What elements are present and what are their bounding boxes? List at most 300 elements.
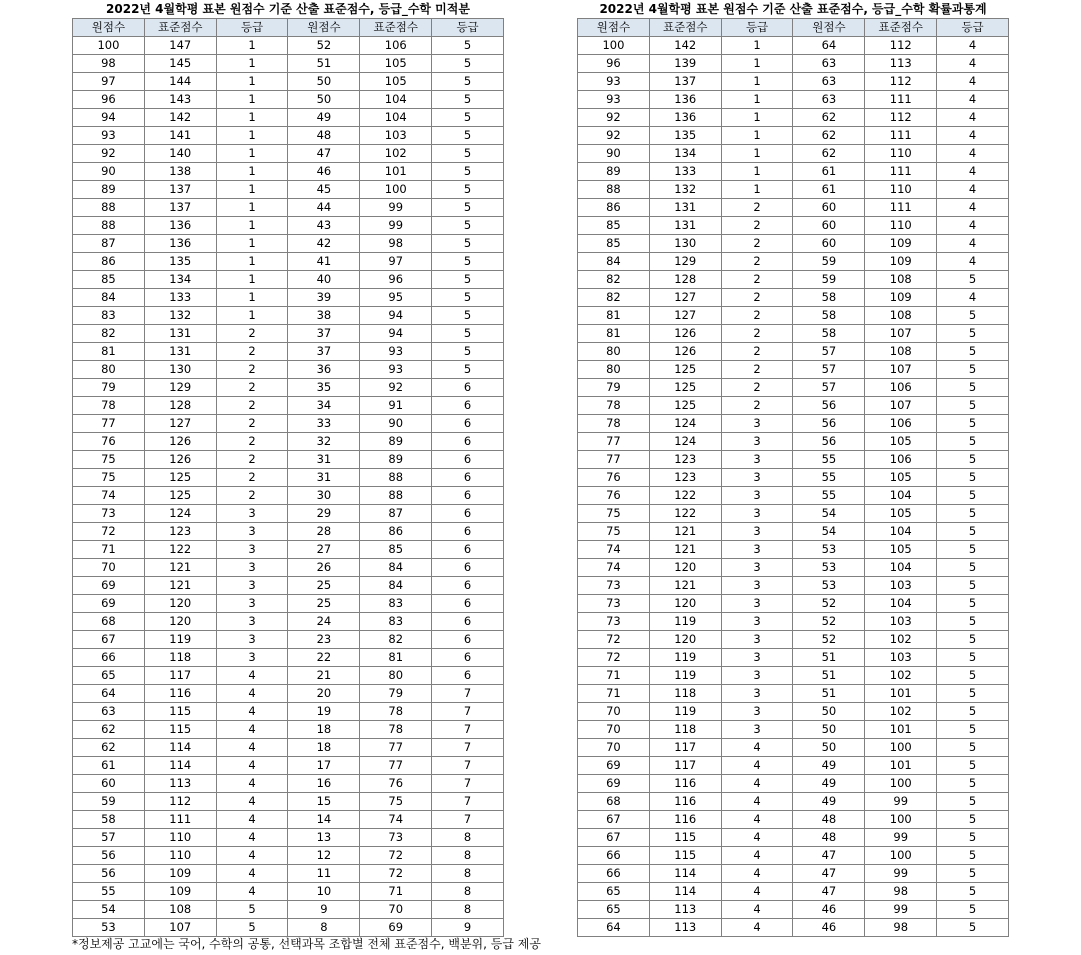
- raw-score-cell: 45: [288, 181, 360, 199]
- grade-cell: 1: [216, 271, 288, 289]
- grade-cell: 2: [721, 397, 793, 415]
- table-row: [73, 685, 504, 703]
- standard-score-cell: 116: [144, 685, 216, 703]
- standard-score-cell: 110: [865, 145, 937, 163]
- raw-score-cell: 71: [73, 541, 145, 559]
- table-row: [73, 109, 504, 127]
- grade-cell: 3: [721, 595, 793, 613]
- grade-cell: 5: [937, 775, 1009, 793]
- table-row: [73, 361, 504, 379]
- raw-score-cell: 81: [73, 343, 145, 361]
- raw-score-cell: 77: [73, 415, 145, 433]
- table-row: [73, 739, 504, 757]
- standard-score-cell: 110: [144, 847, 216, 865]
- standard-score-cell: 144: [144, 73, 216, 91]
- grade-cell: 3: [721, 523, 793, 541]
- grade-cell: 6: [432, 451, 504, 469]
- standard-score-cell: 88: [360, 469, 432, 487]
- standard-score-cell: 104: [865, 559, 937, 577]
- standard-score-cell: 128: [649, 271, 721, 289]
- grade-cell: 5: [432, 361, 504, 379]
- raw-score-cell: 52: [793, 613, 865, 631]
- table-row: [73, 721, 504, 739]
- raw-score-cell: 85: [578, 235, 650, 253]
- raw-score-cell: 61: [793, 181, 865, 199]
- standard-score-cell: 107: [865, 397, 937, 415]
- standard-score-cell: 90: [360, 415, 432, 433]
- standard-score-cell: 121: [649, 523, 721, 541]
- raw-score-cell: 54: [793, 523, 865, 541]
- grade-cell: 4: [937, 109, 1009, 127]
- grade-cell: 2: [216, 451, 288, 469]
- grade-cell: 1: [721, 181, 793, 199]
- standard-score-cell: 82: [360, 631, 432, 649]
- table-row: [578, 433, 1009, 451]
- grade-cell: 3: [721, 559, 793, 577]
- raw-score-cell: 58: [793, 289, 865, 307]
- raw-score-cell: 63: [793, 73, 865, 91]
- standard-score-cell: 123: [144, 523, 216, 541]
- grade-cell: 4: [216, 775, 288, 793]
- standard-score-cell: 84: [360, 577, 432, 595]
- grade-cell: 4: [721, 901, 793, 919]
- grade-cell: 4: [937, 91, 1009, 109]
- raw-score-cell: 25: [288, 595, 360, 613]
- grade-cell: 1: [721, 109, 793, 127]
- raw-score-cell: 82: [578, 271, 650, 289]
- grade-cell: 5: [937, 721, 1009, 739]
- raw-score-cell: 60: [793, 235, 865, 253]
- grade-cell: 6: [432, 649, 504, 667]
- grade-cell: 2: [721, 253, 793, 271]
- standard-score-cell: 99: [865, 793, 937, 811]
- standard-score-cell: 103: [865, 613, 937, 631]
- standard-score-cell: 119: [649, 667, 721, 685]
- raw-score-cell: 56: [73, 865, 145, 883]
- raw-score-cell: 11: [288, 865, 360, 883]
- standard-score-cell: 94: [360, 325, 432, 343]
- grade-cell: 5: [937, 379, 1009, 397]
- grade-cell: 4: [721, 865, 793, 883]
- table-row: [578, 487, 1009, 505]
- grade-cell: 5: [937, 739, 1009, 757]
- table-row: [578, 361, 1009, 379]
- grade-cell: 6: [432, 559, 504, 577]
- raw-score-cell: 67: [578, 829, 650, 847]
- standard-score-cell: 136: [649, 109, 721, 127]
- raw-score-cell: 60: [793, 217, 865, 235]
- table-row: [73, 865, 504, 883]
- grade-cell: 5: [937, 307, 1009, 325]
- raw-score-cell: 72: [73, 523, 145, 541]
- raw-score-cell: 62: [793, 127, 865, 145]
- table-row: [73, 541, 504, 559]
- header-grade: 등급: [721, 19, 793, 37]
- standard-score-cell: 121: [649, 577, 721, 595]
- raw-score-cell: 47: [288, 145, 360, 163]
- table-row: [578, 109, 1009, 127]
- header-grade: 등급: [937, 19, 1009, 37]
- standard-score-cell: 106: [865, 379, 937, 397]
- table-row: [73, 577, 504, 595]
- raw-score-cell: 10: [288, 883, 360, 901]
- standard-score-cell: 111: [144, 811, 216, 829]
- raw-score-cell: 16: [288, 775, 360, 793]
- table-row: [578, 613, 1009, 631]
- grade-cell: 5: [937, 577, 1009, 595]
- grade-cell: 3: [721, 649, 793, 667]
- standard-score-cell: 139: [649, 55, 721, 73]
- raw-score-cell: 49: [793, 793, 865, 811]
- raw-score-cell: 53: [793, 577, 865, 595]
- standard-score-cell: 103: [865, 649, 937, 667]
- grade-cell: 4: [721, 811, 793, 829]
- raw-score-cell: 81: [578, 325, 650, 343]
- standard-score-cell: 105: [360, 73, 432, 91]
- standard-score-cell: 109: [865, 289, 937, 307]
- table-row: [578, 199, 1009, 217]
- raw-score-cell: 76: [578, 487, 650, 505]
- grade-cell: 4: [216, 685, 288, 703]
- grade-cell: 2: [721, 217, 793, 235]
- header-raw-score: 원점수: [793, 19, 865, 37]
- grade-cell: 2: [721, 361, 793, 379]
- raw-score-cell: 46: [793, 901, 865, 919]
- standard-score-cell: 69: [360, 919, 432, 937]
- grade-cell: 1: [721, 73, 793, 91]
- standard-score-cell: 93: [360, 343, 432, 361]
- raw-score-cell: 87: [73, 235, 145, 253]
- standard-score-cell: 72: [360, 865, 432, 883]
- table-row: [73, 379, 504, 397]
- table-row: [578, 163, 1009, 181]
- standard-score-cell: 145: [144, 55, 216, 73]
- grade-cell: 5: [432, 127, 504, 145]
- table-row: [578, 451, 1009, 469]
- table-row: [578, 289, 1009, 307]
- table-row: [578, 127, 1009, 145]
- standard-score-cell: 125: [649, 361, 721, 379]
- standard-score-cell: 110: [865, 181, 937, 199]
- table-row: [73, 523, 504, 541]
- header-raw-score: 원점수: [73, 19, 145, 37]
- grade-cell: 2: [721, 199, 793, 217]
- grade-cell: 5: [937, 793, 1009, 811]
- grade-cell: 4: [216, 829, 288, 847]
- standard-score-cell: 119: [649, 649, 721, 667]
- raw-score-cell: 69: [578, 757, 650, 775]
- table-row: [578, 685, 1009, 703]
- grade-cell: 5: [937, 469, 1009, 487]
- raw-score-cell: 58: [73, 811, 145, 829]
- raw-score-cell: 69: [578, 775, 650, 793]
- raw-score-cell: 64: [578, 919, 650, 937]
- raw-score-cell: 82: [578, 289, 650, 307]
- grade-cell: 8: [432, 829, 504, 847]
- grade-cell: 1: [216, 163, 288, 181]
- grade-cell: 7: [432, 739, 504, 757]
- standard-score-cell: 127: [649, 289, 721, 307]
- standard-score-cell: 77: [360, 739, 432, 757]
- grade-cell: 4: [937, 145, 1009, 163]
- table-row: [73, 235, 504, 253]
- raw-score-cell: 69: [73, 595, 145, 613]
- standard-score-cell: 107: [865, 325, 937, 343]
- standard-score-cell: 84: [360, 559, 432, 577]
- raw-score-cell: 60: [793, 199, 865, 217]
- table-row: [73, 613, 504, 631]
- standard-score-cell: 115: [649, 829, 721, 847]
- grade-cell: 5: [937, 649, 1009, 667]
- raw-score-cell: 90: [73, 163, 145, 181]
- raw-score-cell: 51: [793, 685, 865, 703]
- grade-cell: 5: [937, 397, 1009, 415]
- table-row: [578, 397, 1009, 415]
- grade-cell: 1: [216, 73, 288, 91]
- grade-cell: 7: [432, 811, 504, 829]
- raw-score-cell: 77: [578, 451, 650, 469]
- grade-cell: 1: [216, 109, 288, 127]
- grade-cell: 4: [937, 73, 1009, 91]
- grade-cell: 4: [721, 919, 793, 937]
- raw-score-cell: 51: [793, 649, 865, 667]
- standard-score-cell: 121: [649, 541, 721, 559]
- table-row: [578, 235, 1009, 253]
- table-row: [73, 901, 504, 919]
- grade-cell: 5: [937, 829, 1009, 847]
- standard-score-cell: 79: [360, 685, 432, 703]
- table-row: [73, 253, 504, 271]
- grade-cell: 5: [937, 559, 1009, 577]
- standard-score-cell: 70: [360, 901, 432, 919]
- grade-cell: 1: [721, 37, 793, 55]
- raw-score-cell: 79: [73, 379, 145, 397]
- grade-cell: 3: [216, 631, 288, 649]
- grade-cell: 5: [937, 847, 1009, 865]
- grade-cell: 6: [432, 433, 504, 451]
- standard-score-cell: 77: [360, 757, 432, 775]
- raw-score-cell: 57: [73, 829, 145, 847]
- standard-score-cell: 109: [865, 253, 937, 271]
- raw-score-cell: 65: [578, 901, 650, 919]
- grade-cell: 7: [432, 703, 504, 721]
- grade-cell: 1: [721, 91, 793, 109]
- grade-cell: 1: [216, 91, 288, 109]
- header-standard-score: 표준점수: [360, 19, 432, 37]
- grade-cell: 2: [216, 487, 288, 505]
- grade-cell: 5: [432, 289, 504, 307]
- grade-cell: 1: [216, 55, 288, 73]
- raw-score-cell: 89: [578, 163, 650, 181]
- raw-score-cell: 29: [288, 505, 360, 523]
- table-row: [578, 883, 1009, 901]
- standard-score-cell: 132: [649, 181, 721, 199]
- standard-score-cell: 119: [649, 703, 721, 721]
- table-row: [73, 775, 504, 793]
- table-row: [578, 919, 1009, 937]
- raw-score-cell: 9: [288, 901, 360, 919]
- grade-cell: 6: [432, 469, 504, 487]
- grade-cell: 4: [937, 217, 1009, 235]
- grade-cell: 5: [937, 811, 1009, 829]
- table-row: [578, 541, 1009, 559]
- standard-score-cell: 133: [649, 163, 721, 181]
- standard-score-cell: 72: [360, 847, 432, 865]
- raw-score-cell: 100: [578, 37, 650, 55]
- standard-score-cell: 112: [865, 73, 937, 91]
- raw-score-cell: 67: [578, 811, 650, 829]
- table-row: [578, 379, 1009, 397]
- raw-score-cell: 88: [73, 217, 145, 235]
- standard-score-cell: 113: [649, 919, 721, 937]
- grade-cell: 5: [937, 523, 1009, 541]
- grade-cell: 6: [432, 379, 504, 397]
- raw-score-cell: 78: [73, 397, 145, 415]
- grade-cell: 6: [432, 631, 504, 649]
- raw-score-cell: 74: [578, 541, 650, 559]
- standard-score-cell: 110: [144, 829, 216, 847]
- raw-score-cell: 81: [578, 307, 650, 325]
- table-row: [578, 181, 1009, 199]
- grade-cell: 4: [937, 37, 1009, 55]
- raw-score-cell: 80: [578, 361, 650, 379]
- raw-score-cell: 80: [578, 343, 650, 361]
- standard-score-cell: 101: [360, 163, 432, 181]
- grade-cell: 1: [721, 55, 793, 73]
- standard-score-cell: 103: [360, 127, 432, 145]
- standard-score-cell: 136: [649, 91, 721, 109]
- grade-cell: 3: [721, 505, 793, 523]
- grade-cell: 3: [216, 613, 288, 631]
- table-row: [578, 415, 1009, 433]
- raw-score-cell: 73: [578, 613, 650, 631]
- table-row: [73, 829, 504, 847]
- table-row: [578, 253, 1009, 271]
- table-row: [578, 721, 1009, 739]
- standard-score-cell: 137: [144, 181, 216, 199]
- grade-cell: 3: [216, 595, 288, 613]
- raw-score-cell: 44: [288, 199, 360, 217]
- grade-cell: 2: [216, 361, 288, 379]
- raw-score-cell: 88: [578, 181, 650, 199]
- raw-score-cell: 84: [73, 289, 145, 307]
- grade-cell: 3: [721, 631, 793, 649]
- table-row: [73, 145, 504, 163]
- raw-score-cell: 70: [73, 559, 145, 577]
- table-row: [578, 757, 1009, 775]
- table-row: [73, 757, 504, 775]
- grade-cell: 7: [432, 721, 504, 739]
- raw-score-cell: 74: [73, 487, 145, 505]
- raw-score-cell: 57: [793, 343, 865, 361]
- grade-cell: 6: [432, 415, 504, 433]
- standard-score-cell: 115: [144, 703, 216, 721]
- table-row: [73, 703, 504, 721]
- raw-score-cell: 57: [793, 361, 865, 379]
- raw-score-cell: 74: [578, 559, 650, 577]
- standard-score-cell: 142: [649, 37, 721, 55]
- grade-cell: 3: [721, 703, 793, 721]
- grade-cell: 4: [216, 667, 288, 685]
- grade-cell: 6: [432, 613, 504, 631]
- raw-score-cell: 53: [793, 541, 865, 559]
- grade-cell: 5: [937, 433, 1009, 451]
- table-row: [73, 649, 504, 667]
- raw-score-cell: 66: [578, 865, 650, 883]
- raw-score-cell: 37: [288, 343, 360, 361]
- grade-cell: 5: [432, 325, 504, 343]
- grade-cell: 6: [432, 667, 504, 685]
- raw-score-cell: 38: [288, 307, 360, 325]
- grade-cell: 8: [432, 901, 504, 919]
- standard-score-cell: 126: [144, 433, 216, 451]
- grade-cell: 9: [432, 919, 504, 937]
- standard-score-cell: 121: [144, 577, 216, 595]
- grade-cell: 5: [937, 487, 1009, 505]
- raw-score-cell: 46: [288, 163, 360, 181]
- raw-score-cell: 42: [288, 235, 360, 253]
- standard-score-cell: 130: [649, 235, 721, 253]
- table-row: [73, 415, 504, 433]
- grade-cell: 6: [432, 487, 504, 505]
- raw-score-cell: 27: [288, 541, 360, 559]
- raw-score-cell: 88: [73, 199, 145, 217]
- raw-score-cell: 65: [73, 667, 145, 685]
- grade-cell: 2: [216, 433, 288, 451]
- standard-score-cell: 99: [865, 901, 937, 919]
- grade-cell: 2: [721, 343, 793, 361]
- standard-score-cell: 111: [865, 163, 937, 181]
- standard-score-cell: 98: [360, 235, 432, 253]
- standard-score-cell: 122: [144, 541, 216, 559]
- standard-score-cell: 114: [144, 739, 216, 757]
- standard-score-cell: 136: [144, 217, 216, 235]
- table-row: [73, 181, 504, 199]
- raw-score-cell: 59: [793, 271, 865, 289]
- standard-score-cell: 89: [360, 451, 432, 469]
- grade-cell: 5: [432, 145, 504, 163]
- raw-score-cell: 69: [73, 577, 145, 595]
- header-raw-score: 원점수: [288, 19, 360, 37]
- standard-score-cell: 104: [865, 595, 937, 613]
- grade-cell: 2: [721, 235, 793, 253]
- standard-score-cell: 102: [865, 667, 937, 685]
- grade-cell: 4: [216, 811, 288, 829]
- grade-cell: 5: [937, 541, 1009, 559]
- raw-score-cell: 37: [288, 325, 360, 343]
- standard-score-cell: 100: [865, 775, 937, 793]
- standard-score-cell: 100: [360, 181, 432, 199]
- table-row: [73, 883, 504, 901]
- grade-cell: 3: [216, 541, 288, 559]
- raw-score-cell: 75: [73, 451, 145, 469]
- raw-score-cell: 40: [288, 271, 360, 289]
- grade-cell: 2: [216, 415, 288, 433]
- grade-cell: 5: [937, 415, 1009, 433]
- grade-cell: 3: [721, 415, 793, 433]
- raw-score-cell: 12: [288, 847, 360, 865]
- grade-cell: 2: [721, 271, 793, 289]
- raw-score-cell: 49: [793, 775, 865, 793]
- table-row: [578, 217, 1009, 235]
- table-row: [73, 559, 504, 577]
- grade-cell: 4: [937, 235, 1009, 253]
- table-row: [578, 343, 1009, 361]
- header-raw-score: 원점수: [578, 19, 650, 37]
- grade-cell: 1: [216, 289, 288, 307]
- raw-score-cell: 96: [578, 55, 650, 73]
- raw-score-cell: 48: [793, 811, 865, 829]
